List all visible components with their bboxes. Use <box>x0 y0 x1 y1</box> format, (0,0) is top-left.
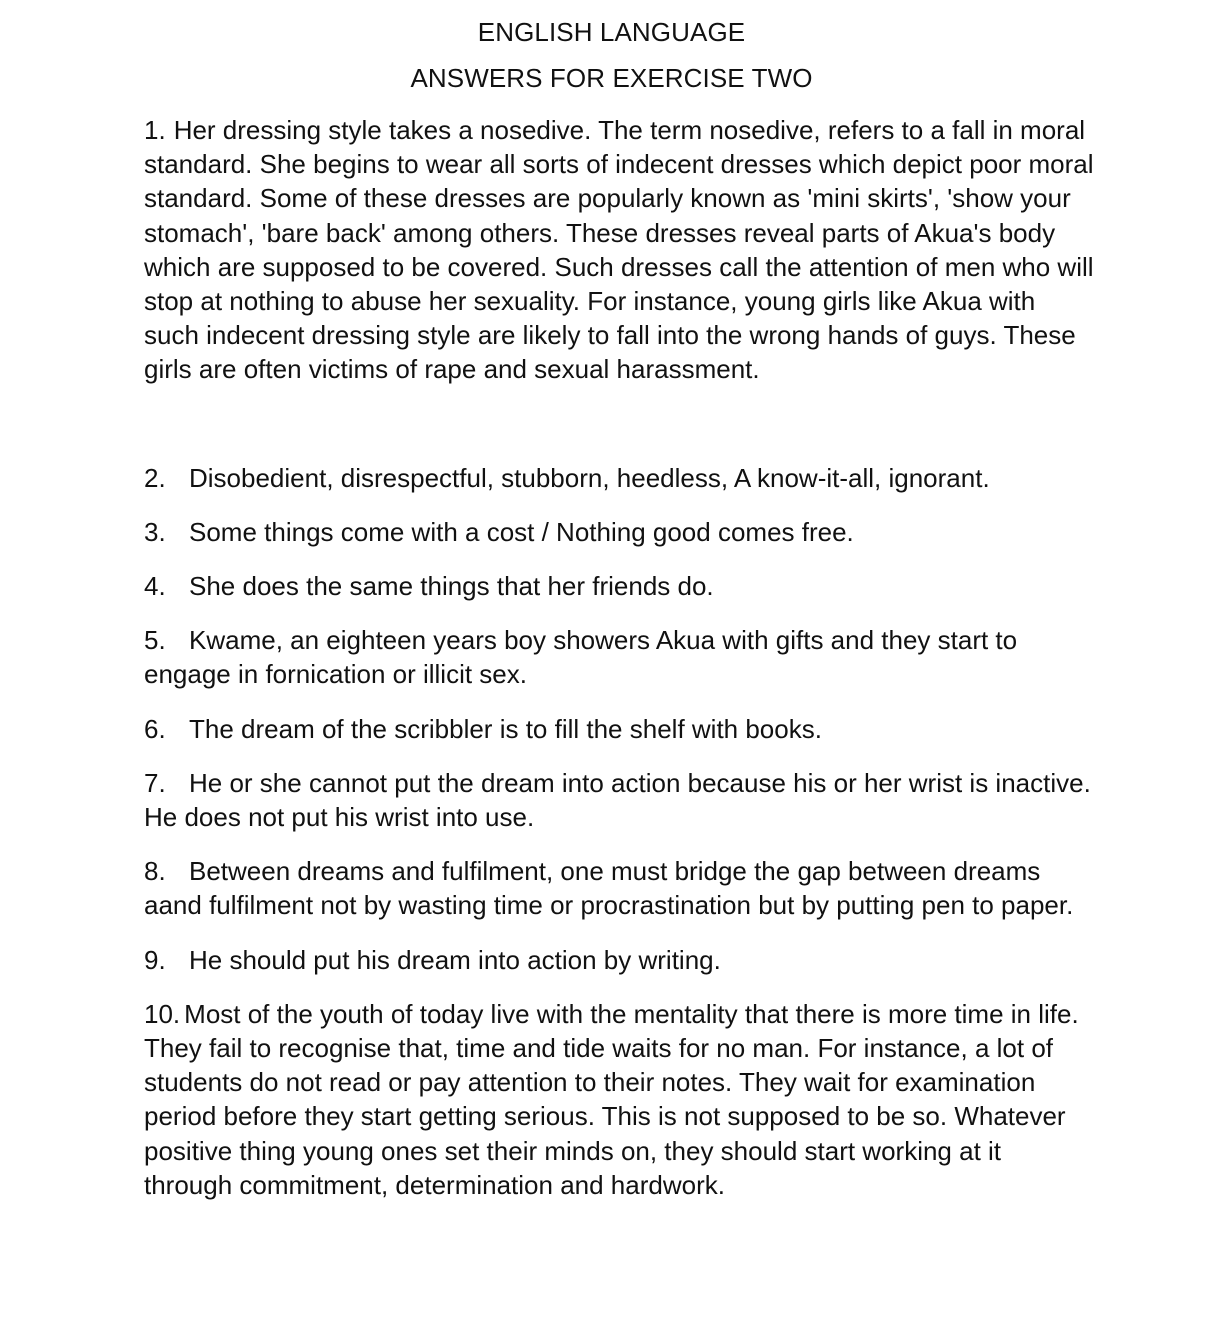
answer-item-6 <box>144 712 1094 746</box>
answer-text: Some things come with a cost / Nothing good comes free. <box>189 516 854 547</box>
document-title: ENGLISH LANGUAGE <box>477 17 746 47</box>
answer-number: 10. <box>144 998 181 1029</box>
answers-list <box>144 113 1094 1222</box>
answer-number: 9. <box>144 944 166 975</box>
answer-text: The dream of the scribbler is to fill the shelf with books. <box>189 713 822 744</box>
answer-number: 3. <box>144 516 166 547</box>
answer-number: 6. <box>144 713 166 744</box>
answer-number: 7. <box>144 767 166 798</box>
answer-number: 2. <box>144 462 166 493</box>
answer-text: Disobedient, disrespectful, stubborn, heedless, A know-it-all, ignorant. <box>189 462 990 493</box>
answer-item-3 <box>144 515 1094 549</box>
answer-item-9 <box>144 943 1094 977</box>
answer-number: 1. <box>144 115 166 145</box>
answer-item-10 <box>144 997 1094 1202</box>
answer-text: Between dreams and fulfilment, one must bridge the gap between dreams aand fulfilment not by wasting time or procrastination but by putting pen to paper. <box>144 856 1074 921</box>
answer-text: Kwame, an eighteen years boy showers Akua with gifts and they start to engage in fornication or illicit sex. <box>144 625 1018 690</box>
answer-item-8 <box>144 854 1094 922</box>
answer-text: He should put his dream into action by writing. <box>189 944 721 975</box>
answer-number: 8. <box>144 856 166 887</box>
answer-item-7 <box>144 766 1094 834</box>
answer-text: He or she cannot put the dream into action because his or her wrist is inactive. He does not put his wrist into use. <box>144 767 1091 833</box>
answer-item-2 <box>144 461 1094 495</box>
answer-number: 5. <box>144 625 166 656</box>
document-subtitle: ANSWERS FOR EXERCISE TWO <box>410 63 813 93</box>
answer-item-1 <box>144 113 1094 387</box>
answer-text: She does the same things that her friends do. <box>189 571 714 602</box>
answer-item-5 <box>144 623 1094 691</box>
answer-number: 4. <box>144 571 166 602</box>
answer-item-4 <box>144 569 1094 603</box>
answer-text: Most of the youth of today live with the mentality that there is more time in life. They fail to recognise that, time and tide waits for no man. For instance, a lot of students do not read or pay attention to their notes. They wait for examination period before they start getting serious. This is not supposed to be so. Whatever positive thing young ones set their minds on, they should start working at it through commitment, determination and hardwork. <box>144 998 1079 1200</box>
answer-text: Her dressing style takes a nosedive. The term nosedive, refers to a fall in moral standard. She begins to wear all sorts of indecent dresses which depict poor moral standard. Some of these dresses are popularly known as 'mini skirts', 'show your stomach', 'bare back' among others. These dresses reveal parts of Akua's body which are supposed to be covered. Such dresses call the attention of men who will stop at nothing to abuse her sexuality. For instance, young girls like Akua with such indecent dressing style are likely to fall into the wrong hands of guys. These girls are often victims of rape and sexual harassment. <box>144 115 1094 385</box>
